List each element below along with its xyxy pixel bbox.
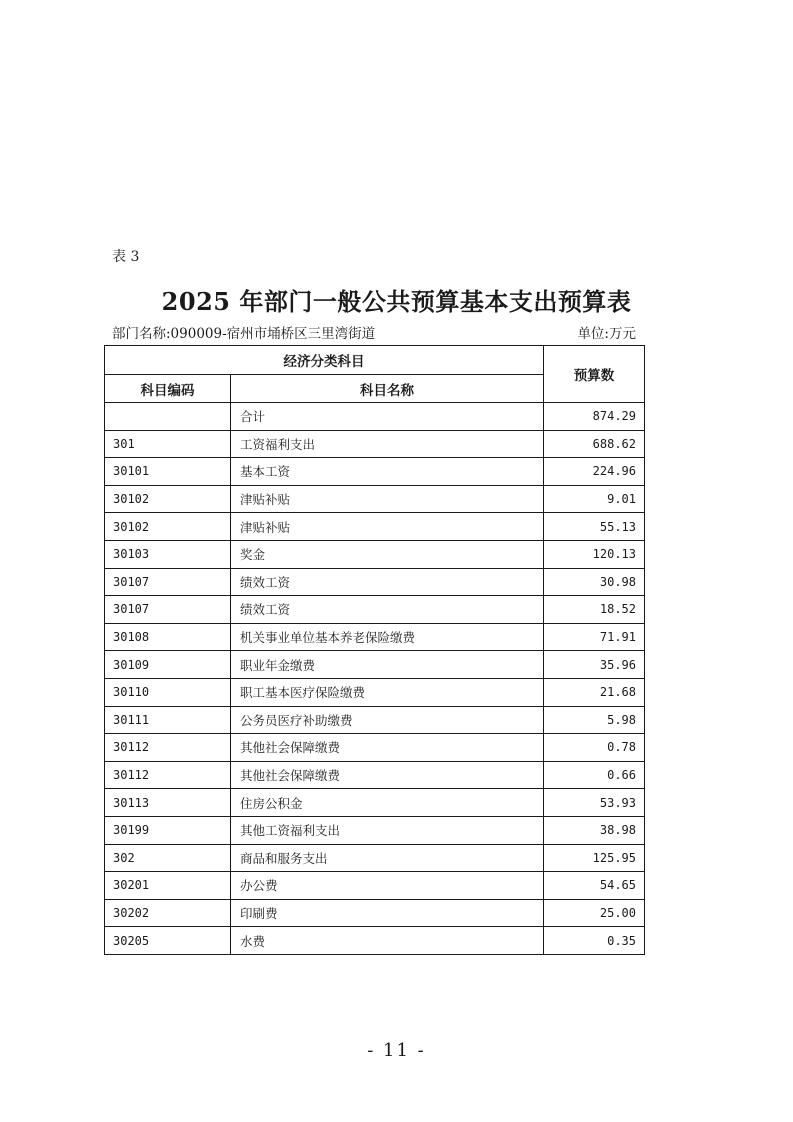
table-row: [105, 458, 645, 486]
table-row: [105, 623, 645, 651]
cell-code: 302: [105, 844, 231, 872]
table-row: [105, 927, 645, 955]
cell-name: 商品和服务支出: [231, 844, 544, 872]
cell-name: 津贴补贴: [231, 513, 544, 541]
cell-name: 办公费: [231, 872, 544, 900]
cell-code: 30110: [105, 678, 231, 706]
table-row: [105, 596, 645, 624]
cell-name: 工资福利支出: [231, 430, 544, 458]
table-row: [105, 403, 645, 431]
cell-amount: 21.68: [544, 678, 645, 706]
table-header-row: [105, 346, 645, 375]
cell-name: 机关事业单位基本养老保险缴费: [231, 623, 544, 651]
cell-amount: 55.13: [544, 513, 645, 541]
cell-amount: 35.96: [544, 651, 645, 679]
table-row: [105, 734, 645, 762]
table-row: [105, 899, 645, 927]
cell-code: 30113: [105, 789, 231, 817]
cell-name: 合计: [231, 403, 544, 431]
table-body: [105, 403, 645, 955]
table-row: [105, 430, 645, 458]
table-label: 表 3: [112, 249, 140, 265]
cell-name: 津贴补贴: [231, 485, 544, 513]
budget-table: [104, 345, 645, 955]
cell-name: 基本工资: [231, 458, 544, 486]
cell-amount: 874.29: [544, 403, 645, 431]
cell-name: 绩效工资: [231, 596, 544, 624]
header-code: 科目编码: [105, 375, 231, 403]
cell-amount: 120.13: [544, 540, 645, 568]
header-economic-category: 经济分类科目: [105, 346, 544, 375]
header-name: 科目名称: [231, 375, 544, 403]
cell-name: 奖金: [231, 540, 544, 568]
cell-name: 职业年金缴费: [231, 651, 544, 679]
cell-code: 30202: [105, 899, 231, 927]
cell-code: 30112: [105, 734, 231, 762]
cell-amount: 38.98: [544, 816, 645, 844]
cell-name: 其他社会保障缴费: [231, 734, 544, 762]
cell-code: 30201: [105, 872, 231, 900]
table-row: [105, 678, 645, 706]
cell-name: 住房公积金: [231, 789, 544, 817]
cell-amount: 224.96: [544, 458, 645, 486]
cell-amount: 0.66: [544, 761, 645, 789]
unit-label: 单位:万元: [577, 326, 636, 342]
cell-name: 印刷费: [231, 899, 544, 927]
cell-amount: 71.91: [544, 623, 645, 651]
cell-amount: 0.78: [544, 734, 645, 762]
table-row: [105, 844, 645, 872]
table-row: [105, 761, 645, 789]
cell-name: 其他工资福利支出: [231, 816, 544, 844]
table-row: [105, 540, 645, 568]
meta-row: [112, 322, 636, 342]
cell-code: 30109: [105, 651, 231, 679]
table-row: [105, 789, 645, 817]
cell-amount: 5.98: [544, 706, 645, 734]
cell-name: 其他社会保障缴费: [231, 761, 544, 789]
cell-code: 30108: [105, 623, 231, 651]
cell-amount: 688.62: [544, 430, 645, 458]
cell-code: 30205: [105, 927, 231, 955]
cell-code: 30112: [105, 761, 231, 789]
cell-name: 职工基本医疗保险缴费: [231, 678, 544, 706]
cell-name: 绩效工资: [231, 568, 544, 596]
cell-code: 30107: [105, 568, 231, 596]
cell-code: 30199: [105, 816, 231, 844]
cell-amount: 30.98: [544, 568, 645, 596]
cell-code: 30102: [105, 513, 231, 541]
cell-amount: 9.01: [544, 485, 645, 513]
header-amount: 预算数: [544, 346, 645, 403]
cell-amount: 25.00: [544, 899, 645, 927]
cell-amount: 18.52: [544, 596, 645, 624]
cell-code: [105, 403, 231, 431]
cell-amount: 53.93: [544, 789, 645, 817]
department-name: 部门名称:090009-宿州市埇桥区三里湾街道: [112, 326, 376, 342]
table-row: [105, 872, 645, 900]
cell-amount: 0.35: [544, 927, 645, 955]
cell-code: 30107: [105, 596, 231, 624]
table-row: [105, 485, 645, 513]
table-row: [105, 513, 645, 541]
cell-name: 水费: [231, 927, 544, 955]
page-number: - 11 -: [367, 1040, 426, 1061]
cell-name: 公务员医疗补助缴费: [231, 706, 544, 734]
cell-code: 301: [105, 430, 231, 458]
cell-amount: 125.95: [544, 844, 645, 872]
cell-code: 30111: [105, 706, 231, 734]
page-title: 2025 年部门一般公共预算基本支出预算表: [161, 287, 632, 316]
table-row: [105, 568, 645, 596]
cell-code: 30103: [105, 540, 231, 568]
table-row: [105, 651, 645, 679]
cell-amount: 54.65: [544, 872, 645, 900]
table-row: [105, 816, 645, 844]
table-row: [105, 706, 645, 734]
cell-code: 30101: [105, 458, 231, 486]
cell-code: 30102: [105, 485, 231, 513]
